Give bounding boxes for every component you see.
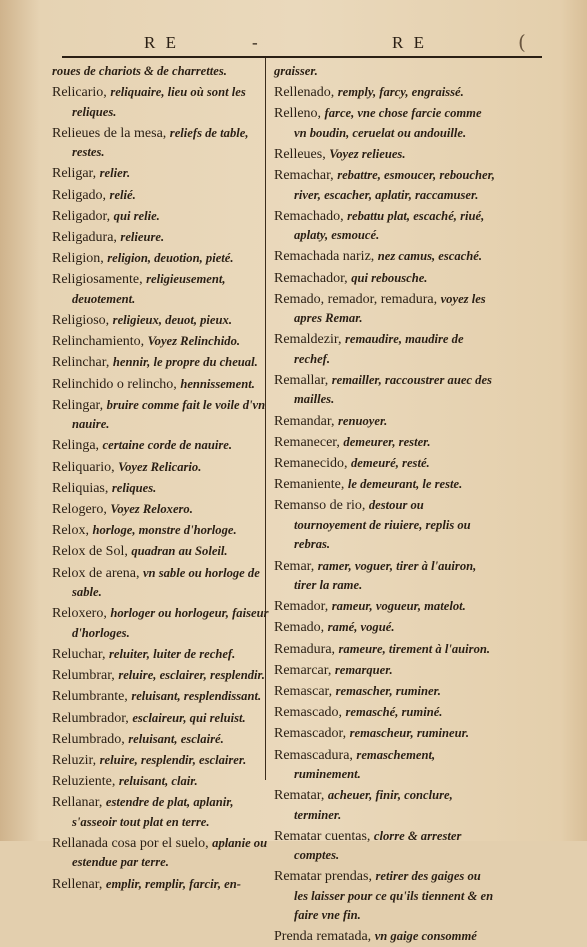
entry-definition: ramé, vogué. bbox=[327, 620, 395, 635]
entry-headword: Remascar, bbox=[274, 683, 336, 699]
entry-headword: Remandar, bbox=[274, 413, 338, 429]
dictionary-entry bbox=[274, 724, 496, 743]
dictionary-entry bbox=[52, 666, 274, 685]
dictionary-entry bbox=[274, 145, 496, 164]
entry-headword: Relieues de la mesa, bbox=[52, 125, 170, 141]
dictionary-entry bbox=[274, 166, 496, 205]
entry-headword: Remascadura, bbox=[274, 747, 357, 763]
entry-definition: reluire, resplendir, esclairer. bbox=[99, 752, 247, 767]
dictionary-entry bbox=[274, 597, 496, 616]
dictionary-entry bbox=[274, 454, 496, 473]
entry-headword: Remanecido, bbox=[274, 456, 351, 472]
entry-definition: reliefs de table, restes. bbox=[72, 125, 249, 160]
entry-definition: Voyez Relicario. bbox=[118, 459, 202, 474]
entry-headword: Remascador, bbox=[274, 726, 350, 742]
entry-definition: demeuré, resté. bbox=[350, 456, 430, 471]
entry-headword: Religar, bbox=[52, 166, 100, 182]
entry-definition: reluisant, resplendissant. bbox=[131, 689, 262, 704]
dictionary-entry bbox=[274, 269, 496, 288]
entry-headword: Remador, bbox=[274, 599, 332, 615]
dictionary-entry bbox=[52, 730, 274, 749]
dictionary-entry bbox=[274, 330, 496, 369]
entry-headword: Rellanar, bbox=[52, 795, 106, 811]
entry-definition: remascher, ruminer. bbox=[335, 683, 441, 698]
entry-headword: Relinchamiento, bbox=[52, 334, 148, 350]
entry-definition: quadran au Soleil. bbox=[131, 544, 228, 559]
dictionary-entry bbox=[52, 249, 274, 268]
dictionary-entry bbox=[274, 371, 496, 410]
dictionary-entry bbox=[52, 396, 274, 435]
dictionary-entry bbox=[52, 564, 274, 603]
dictionary-entry bbox=[52, 228, 274, 247]
entry-definition: reliquaire, lieu où sont les reliques. bbox=[72, 85, 246, 119]
entry-definition: reluire, esclairer, resplendir. bbox=[118, 668, 265, 683]
dictionary-entry bbox=[52, 793, 274, 832]
entry-headword: Remado, remador, remadura, bbox=[274, 291, 441, 307]
dictionary-entry bbox=[52, 772, 274, 791]
running-head-mid: - bbox=[252, 33, 261, 52]
entry-headword: Remadura, bbox=[274, 641, 339, 657]
dictionary-entry bbox=[274, 640, 496, 659]
entry-headword: Reluchar, bbox=[52, 646, 109, 662]
dictionary-entry bbox=[274, 746, 496, 785]
entry-definition: rameur, vogueur, matelot. bbox=[331, 599, 466, 614]
entry-headword: Reliquario, bbox=[52, 459, 119, 475]
entry-headword: Relumbrante, bbox=[52, 689, 132, 705]
dictionary-entry bbox=[52, 311, 274, 330]
dictionary-entry bbox=[52, 207, 274, 226]
entry-definition: certaine corde de nauire. bbox=[102, 438, 232, 453]
entry-definition: rameure, tirement à l'auiron. bbox=[338, 641, 491, 656]
dictionary-entry bbox=[52, 186, 274, 205]
entry-definition: graisser. bbox=[274, 64, 318, 78]
entry-headword: Reluziente, bbox=[52, 774, 119, 790]
entry-headword: Remado, bbox=[274, 620, 328, 636]
entry-headword: Religador, bbox=[52, 208, 114, 224]
entry-definition: emplir, remplir, farcir, en- bbox=[105, 876, 241, 891]
entry-definition: religieusement, deuotement. bbox=[72, 272, 226, 306]
dictionary-entry bbox=[52, 500, 274, 519]
entry-definition: rebattre, esmoucer, reboucher, river, escacher, aplatir, raccamuser. bbox=[294, 168, 495, 202]
dictionary-entry bbox=[274, 104, 496, 143]
entry-headword: Religado, bbox=[52, 187, 110, 203]
dictionary-entry bbox=[52, 479, 274, 498]
dictionary-entry bbox=[52, 62, 274, 81]
dictionary-entry bbox=[274, 786, 496, 825]
entry-definition: Voyez Relinchido. bbox=[147, 334, 241, 349]
dictionary-entry bbox=[52, 353, 274, 372]
entry-definition: reluisant, clair. bbox=[118, 774, 198, 789]
entry-definition: reluisant, esclairé. bbox=[128, 731, 224, 746]
dictionary-entry bbox=[52, 645, 274, 664]
entry-definition: horloger ou horlogeur, faiseur d'horloges. bbox=[72, 606, 269, 640]
entry-definition: esclaireur, qui reluist. bbox=[132, 710, 246, 725]
entry-definition: relier. bbox=[99, 166, 131, 181]
dictionary-entry bbox=[274, 475, 496, 494]
dictionary-entry bbox=[274, 412, 496, 431]
entry-definition: relieure. bbox=[120, 230, 165, 245]
entry-headword: Relox, bbox=[52, 523, 93, 539]
entry-headword: Remachador, bbox=[274, 270, 352, 286]
right-column bbox=[274, 62, 496, 947]
entry-definition: horloge, monstre d'horloge. bbox=[92, 523, 237, 538]
entry-headword: Religioso, bbox=[52, 313, 113, 329]
entry-definition: qui relie. bbox=[113, 208, 160, 223]
entry-headword: Relinga, bbox=[52, 438, 103, 454]
entry-definition: clorre & arrester comptes. bbox=[294, 828, 462, 863]
dictionary-entry bbox=[52, 375, 274, 394]
dictionary-entry bbox=[274, 703, 496, 722]
dictionary-entry bbox=[52, 164, 274, 183]
dictionary-entry bbox=[52, 687, 274, 706]
dictionary-entry bbox=[52, 709, 274, 728]
entry-definition: Voyez relieues. bbox=[329, 147, 406, 162]
entry-headword: Rellenado, bbox=[274, 85, 338, 101]
corner-mark: ( bbox=[518, 30, 526, 54]
dictionary-entry bbox=[274, 62, 496, 81]
entry-definition: remaudire, maudire de rechef. bbox=[294, 332, 464, 366]
entry-definition: roues de chariots & de charrettes. bbox=[52, 64, 227, 78]
dictionary-entry bbox=[52, 124, 274, 163]
entry-definition: relié. bbox=[109, 187, 136, 202]
running-head bbox=[62, 30, 542, 58]
entry-definition: bruire comme fait le voile d'vn nauire. bbox=[72, 397, 266, 432]
entry-headword: Remar, bbox=[274, 558, 318, 574]
entry-headword: Prenda rematada, bbox=[274, 929, 375, 945]
entry-definition: demeurer, rester. bbox=[343, 434, 431, 449]
dictionary-entry bbox=[52, 751, 274, 770]
dictionary-entry bbox=[52, 436, 274, 455]
entry-definition: religieux, deuot, pieux. bbox=[112, 313, 232, 328]
entry-definition: remascheur, rumineur. bbox=[349, 726, 469, 741]
dictionary-entry bbox=[274, 661, 496, 680]
dictionary-entry bbox=[274, 557, 496, 596]
entry-headword: Relinchar, bbox=[52, 355, 113, 371]
entry-headword: Religiosamente, bbox=[52, 272, 147, 288]
dictionary-entry bbox=[274, 682, 496, 701]
dictionary-entry bbox=[274, 83, 496, 102]
entry-headword: Reluzir, bbox=[52, 752, 100, 768]
entry-headword: Rellanada cosa por el suelo, bbox=[52, 835, 213, 851]
dictionary-entry bbox=[52, 270, 274, 309]
entry-headword: Rematar cuentas, bbox=[274, 828, 374, 844]
entry-definition: remailler, raccoustrer auec des mailles. bbox=[294, 373, 492, 407]
dictionary-entry bbox=[274, 927, 496, 946]
running-head-left: R E bbox=[144, 33, 179, 52]
entry-definition: farce, vne chose farcie comme vn boudin, ceruelat ou andouille. bbox=[294, 106, 482, 140]
dictionary-entry bbox=[52, 604, 274, 643]
dictionary-entry bbox=[274, 827, 496, 866]
entry-definition: remasché, ruminé. bbox=[345, 705, 443, 720]
entry-headword: Relox de Sol, bbox=[52, 544, 132, 560]
entry-headword: Remanecer, bbox=[274, 434, 344, 450]
dictionary-entry bbox=[52, 83, 274, 122]
entry-definition: destour ou tournoyement de riuiere, replis ou rebras. bbox=[294, 498, 471, 552]
entry-definition: vn gaige consommé bbox=[374, 929, 477, 944]
entry-headword: Reliquias, bbox=[52, 480, 112, 496]
entry-definition: remply, farcy, engraissé. bbox=[337, 85, 464, 100]
entry-headword: Relogero, bbox=[52, 502, 111, 518]
entry-definition: reliques. bbox=[111, 480, 157, 495]
entry-headword: Relumbrar, bbox=[52, 668, 119, 684]
dictionary-entry bbox=[52, 458, 274, 477]
entry-definition: nez camus, escaché. bbox=[377, 249, 483, 264]
entry-headword: Remaldezir, bbox=[274, 332, 345, 348]
entry-headword: Relingar, bbox=[52, 397, 107, 413]
entry-headword: Remachar, bbox=[274, 168, 338, 184]
entry-headword: Remachado, bbox=[274, 208, 348, 224]
dictionary-entry bbox=[52, 542, 274, 561]
entry-headword: Relleues, bbox=[274, 147, 330, 163]
entry-headword: Rematar, bbox=[274, 788, 328, 804]
entry-definition: hennir, le propre du cheual. bbox=[112, 355, 258, 370]
dictionary-entry bbox=[52, 332, 274, 351]
entry-headword: Remaniente, bbox=[274, 477, 348, 493]
entry-definition: le demeurant, le reste. bbox=[347, 477, 463, 492]
entry-definition: acheuer, finir, conclure, terminer. bbox=[294, 788, 453, 822]
entry-definition: renuoyer. bbox=[337, 413, 388, 428]
entry-headword: Relinchido o relincho, bbox=[52, 376, 181, 392]
entry-definition: vn sable ou horloge de sable. bbox=[72, 565, 260, 600]
entry-definition: estendre de plat, aplanir, s'asseoir tout plat en terre. bbox=[72, 795, 234, 829]
entry-headword: Remallar, bbox=[274, 373, 332, 389]
entry-headword: Religion, bbox=[52, 251, 108, 267]
entry-definition: Voyez Reloxero. bbox=[110, 502, 193, 517]
entry-definition: retirer des gaiges ou les laisser pour ce qu'ils tiennent & en faire vne fin. bbox=[294, 869, 494, 923]
entry-headword: Remanso de rio, bbox=[274, 498, 369, 514]
dictionary-entry bbox=[52, 521, 274, 540]
entry-headword: Relicario, bbox=[52, 85, 111, 101]
entry-definition: qui rebousche. bbox=[351, 270, 428, 285]
entry-headword: Remascado, bbox=[274, 705, 346, 721]
entry-headword: Reloxero, bbox=[52, 606, 111, 622]
entry-headword: Relleno, bbox=[274, 106, 325, 122]
entry-definition: rebattu plat, escaché, riué, aplaty, esmoucé. bbox=[294, 208, 485, 243]
entry-definition: religion, deuotion, pieté. bbox=[107, 251, 234, 266]
running-head-right: R E bbox=[392, 33, 427, 52]
entry-definition: voyez les apres Remar. bbox=[294, 291, 486, 326]
entry-definition: aplanie ou estendue par terre. bbox=[72, 835, 268, 870]
dictionary-entry bbox=[274, 207, 496, 246]
dictionary-entry bbox=[274, 290, 496, 329]
entry-headword: Remarcar, bbox=[274, 662, 335, 678]
entry-headword: Relumbrado, bbox=[52, 731, 129, 747]
entry-definition: hennissement. bbox=[180, 376, 255, 391]
entry-headword: Relox de arena, bbox=[52, 565, 143, 581]
dictionary-entry bbox=[274, 618, 496, 637]
dictionary-entry bbox=[52, 834, 274, 873]
entry-definition: remaschement, ruminement. bbox=[294, 747, 436, 781]
entry-definition: reluiter, luiter de rechef. bbox=[108, 646, 236, 661]
entry-headword: Remachada nariz, bbox=[274, 249, 378, 265]
dictionary-entry bbox=[274, 433, 496, 452]
left-column bbox=[52, 62, 274, 894]
entry-headword: Rematar prendas, bbox=[274, 869, 376, 885]
entry-headword: Religadura, bbox=[52, 230, 121, 246]
entry-headword: Rellenar, bbox=[52, 876, 106, 892]
entry-definition: remarquer. bbox=[334, 662, 393, 677]
dictionary-entry bbox=[52, 875, 274, 894]
entry-headword: Relumbrador, bbox=[52, 710, 133, 726]
entry-definition: ramer, voguer, tirer à l'auiron, tirer la rame. bbox=[294, 558, 477, 592]
dictionary-entry bbox=[274, 496, 496, 554]
dictionary-entry bbox=[274, 867, 496, 925]
dictionary-entry bbox=[274, 247, 496, 266]
